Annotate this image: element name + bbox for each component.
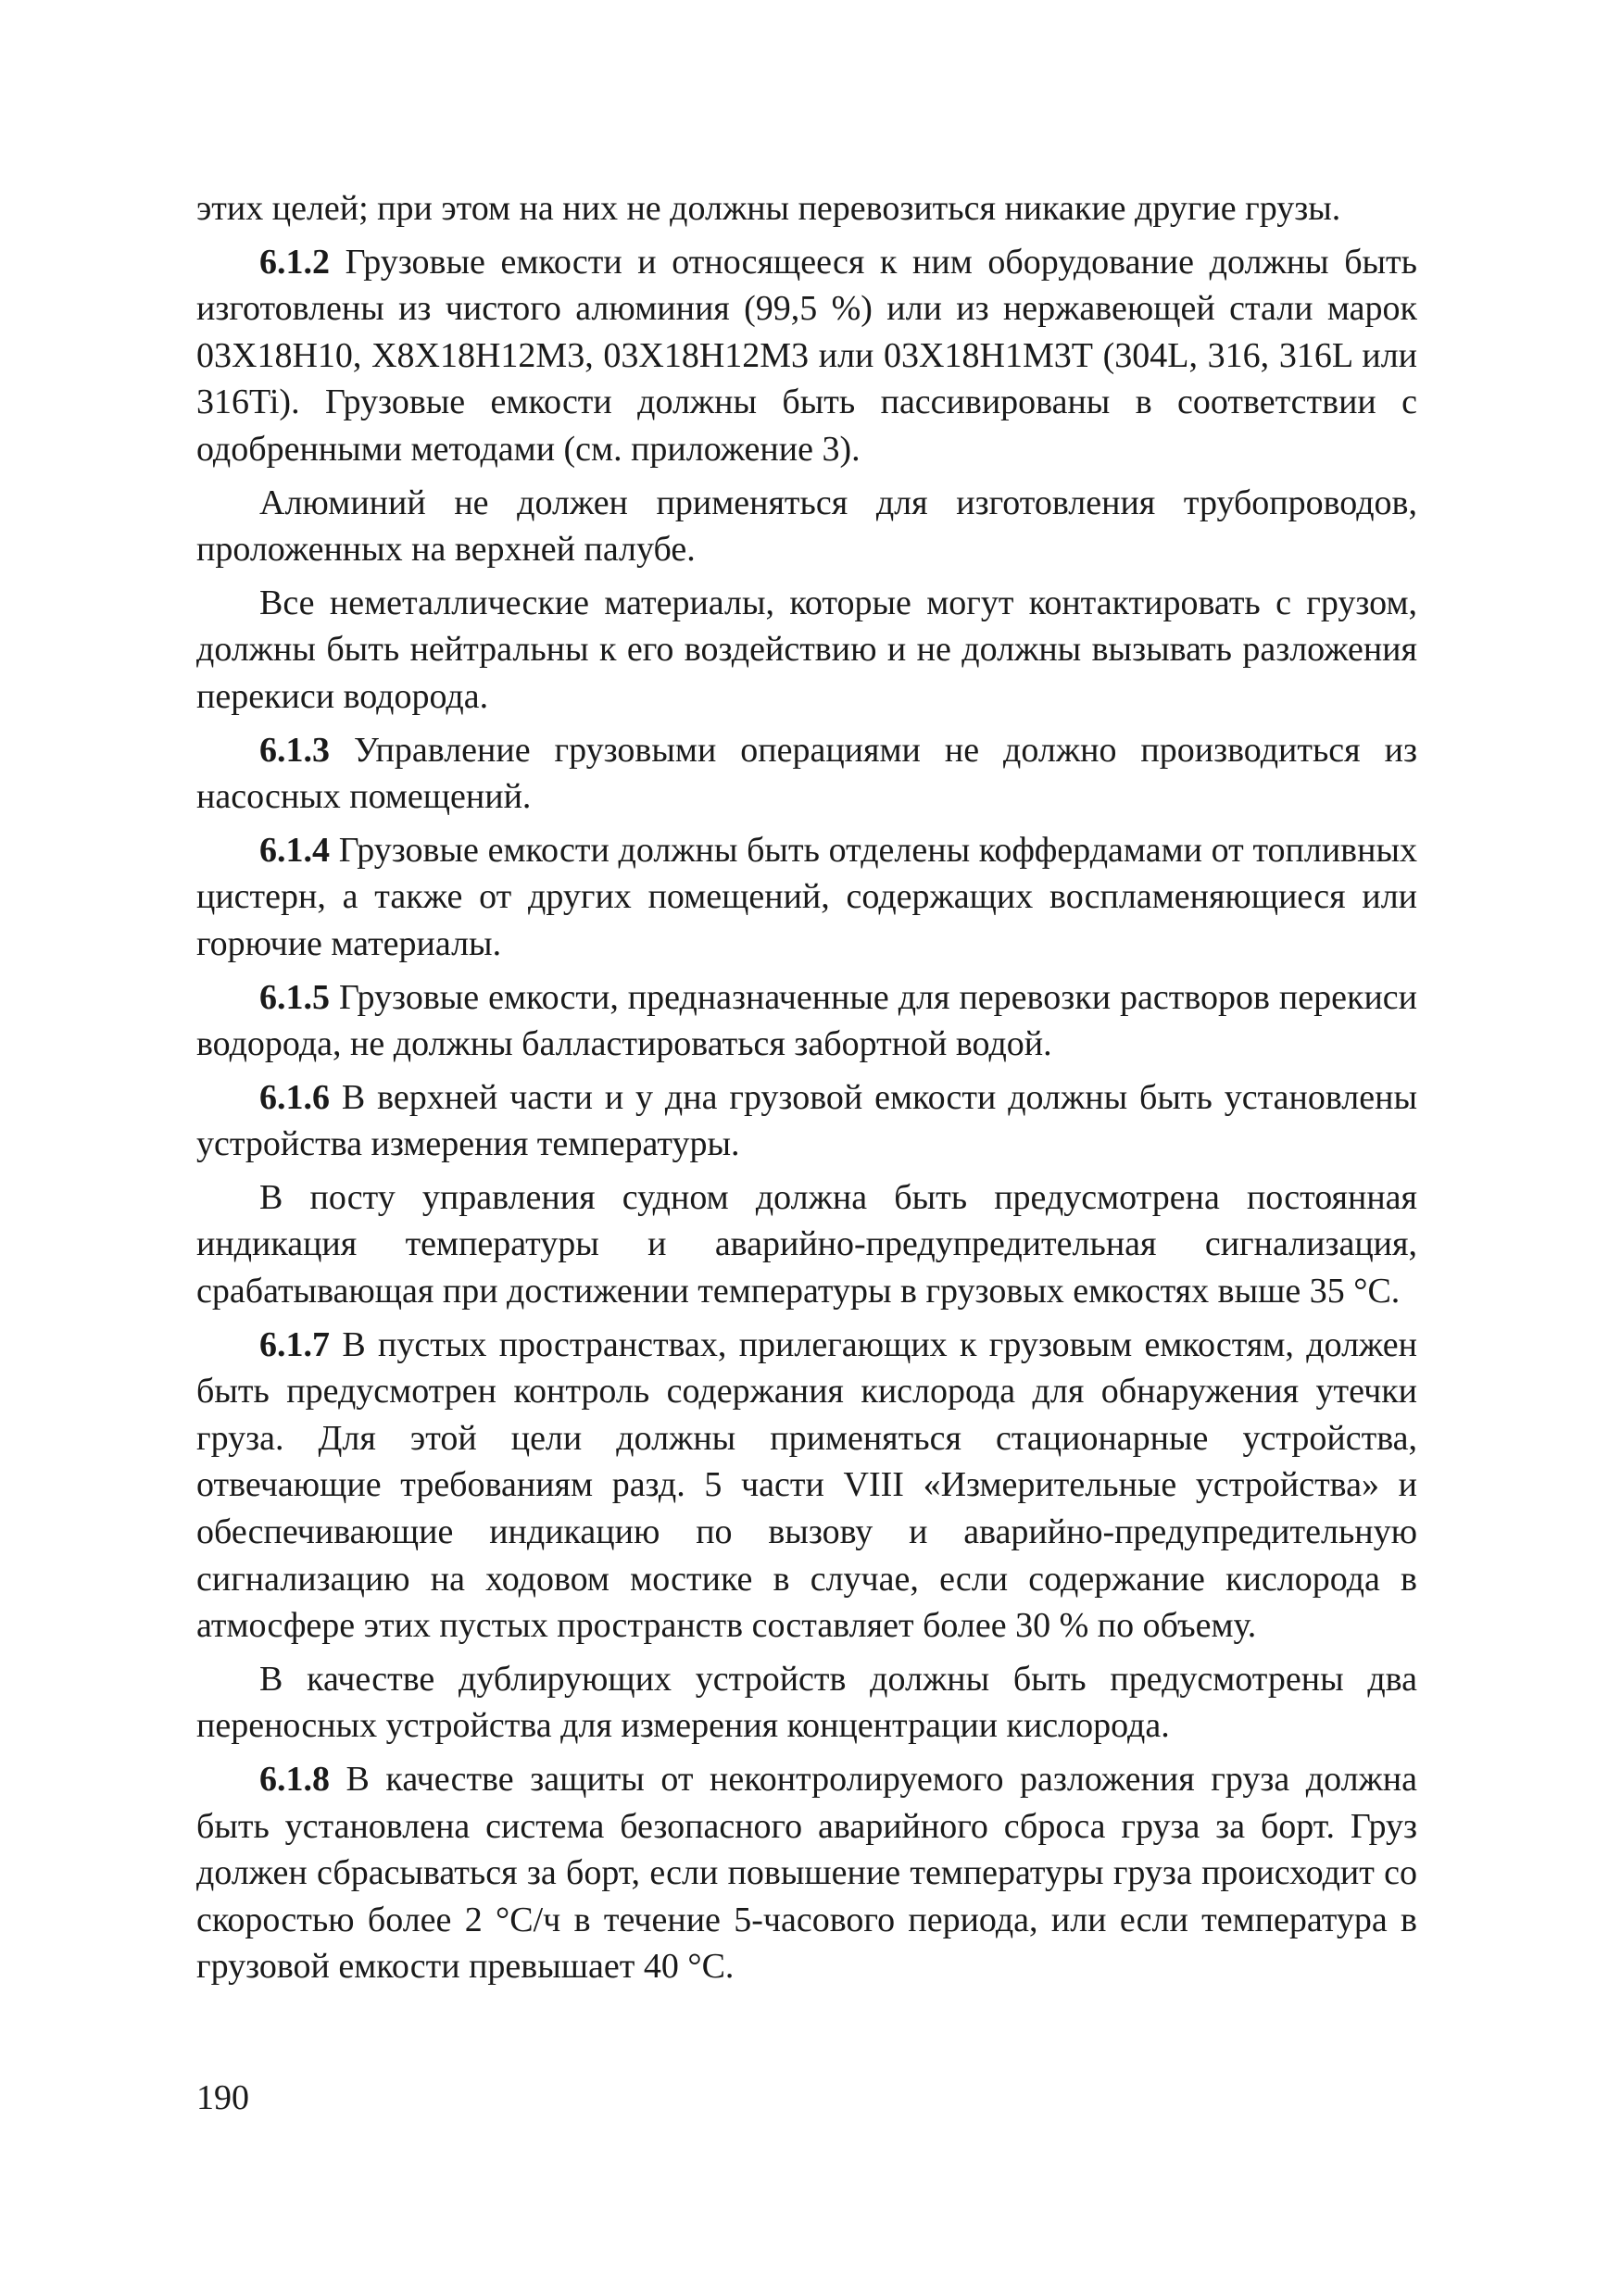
paragraph-6-1-2: 6.1.2 Грузовые емкости и относящееся к ним оборудование должны быть изготовлены из чистого алюминия (99,5 %) или из нержавеющей стали марок 03Х18Н10, Х8Х18Н12М3, 03Х18Н12М3 или 03Х18Н1М3Т (304L, 316, 316L или 316Ti). Грузовые емкости должны быть пассивированы в соответствии с одобренными методами (см. приложение 3). (196, 242, 1417, 469)
body-text (196, 185, 1417, 1990)
paragraph-nonmetallic: Все неметаллические материалы, которые могут контактировать с грузом, должны быть нейтральны к его воздействию и не должны вызывать разложения перекиси водорода. (196, 583, 1417, 716)
paragraph-control-post: В посту управления судном должна быть предусмотрена постоянная индикация температуры и аварийно-предупредительная сигнализация, срабатывающая при достижении температуры в грузовых емкостях выше 35 °С. (196, 1177, 1417, 1311)
clause-number: 6.1.8 (259, 1760, 330, 1799)
clause-number: 6.1.2 (259, 242, 330, 282)
clause-number: 6.1.6 (259, 1077, 330, 1117)
paragraph-6-1-5: 6.1.5 Грузовые емкости, предназначенные для перевозки растворов перекиси водорода, не должны балластироваться забортной водой. (196, 977, 1417, 1064)
clause-number: 6.1.4 (259, 830, 330, 870)
paragraph-aluminium: Алюминий не должен применяться для изготовления трубопроводов, проложенных на верхней палубе. (196, 483, 1417, 570)
paragraph-6-1-4: 6.1.4 Грузовые емкости должны быть отделены коффердамами от топливных цистерн, а также от других помещений, содержащих воспламеняющиеся или горючие материалы. (196, 830, 1417, 963)
clause-number: 6.1.7 (259, 1324, 330, 1364)
paragraph-backup-devices: В качестве дублирующих устройств должны быть предусмотрены два переносных устройства для измерения концентрации кислорода. (196, 1659, 1417, 1746)
paragraph-continuation: этих целей; при этом на них не должны перевозиться никакие другие грузы. (196, 189, 1341, 228)
clause-number: 6.1.5 (259, 977, 330, 1017)
paragraph-6-1-8: 6.1.8 В качестве защиты от неконтролируемого разложения груза должна быть установлена система безопасного аварийного сброса груза за борт. Груз должен сбрасываться за борт, если повышение температуры груза происходит со скоростью более 2 °С/ч в течение 5-часового периода, или если температура в грузовой емкости превышает 40 °С. (196, 1760, 1417, 1987)
paragraph-6-1-3: 6.1.3 Управление грузовыми операциями не должно производиться из насосных помещений. (196, 730, 1417, 817)
clause-number: 6.1.3 (259, 730, 330, 770)
paragraph-6-1-6: 6.1.6 В верхней части и у дна грузовой емкости должны быть установлены устройства измерения температуры. (196, 1077, 1417, 1164)
paragraph-6-1-7: 6.1.7 В пустых пространствах, прилегающих к грузовым емкостям, должен быть предусмотрен контроль содержания кислорода для обнаружения утечки груза. Для этой цели должны применяться стационарные устройства, отвечающие требованиям разд. 5 части VIII «Измерительные устройства» и обеспечивающие индикацию по вызову и аварийно-предупредительную сигнализацию на ходовом мостике в случае, если содержание кислорода в атмосфере этих пустых пространств составляет более 30 % по объему. (196, 1324, 1417, 1646)
page-number: 190 (196, 2078, 249, 2117)
